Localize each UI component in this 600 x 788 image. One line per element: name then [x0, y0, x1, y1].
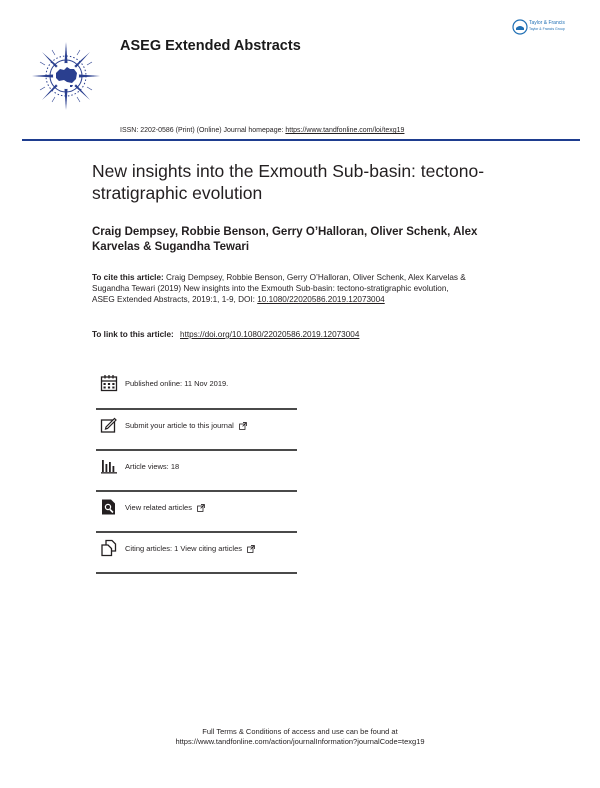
- related-articles-link[interactable]: [125, 503, 205, 512]
- citation-label: To cite this article:: [92, 273, 164, 282]
- article-link-label: To link to this article:: [92, 330, 174, 339]
- issn-line: [120, 127, 404, 134]
- publisher-name: Taylor & Francis: [529, 20, 565, 26]
- bar-chart-icon: [100, 457, 118, 475]
- citation-block: [92, 272, 472, 305]
- publisher-tagline: Taylor & Francis Group: [529, 27, 565, 31]
- citation-doi-link[interactable]: 10.1080/22020586.2019.12073004: [257, 295, 385, 304]
- journal-homepage-link[interactable]: https://www.tandfonline.com/loi/texg19: [285, 127, 405, 134]
- submit-article-link[interactable]: [125, 421, 247, 430]
- external-link-icon: [247, 545, 255, 553]
- article-title: New insights into the Exmouth Sub-basin: tectono-stratigraphic evolution: [92, 161, 485, 203]
- footer-journal-info-link[interactable]: https://www.tandfonline.com/action/journalInformation?journalCode=texg19: [175, 737, 425, 746]
- external-link-icon: [239, 422, 247, 430]
- citing-articles-label: Citing articles: 1 View citing articles: [125, 544, 242, 553]
- related-articles-label: View related articles: [125, 503, 192, 512]
- publisher-logo-text: [529, 20, 565, 32]
- footer-terms-text: Full Terms & Conditions of access and use can be found at: [202, 727, 398, 736]
- issn-text: ISSN: 2202-0586 (Print) (Online) Journal homepage:: [120, 127, 284, 134]
- header-divider: [22, 139, 580, 141]
- footer: [0, 727, 600, 747]
- article-doi-link[interactable]: https://doi.org/10.1080/22020586.2019.12073004: [180, 330, 360, 339]
- article-views-text: Article views: 18: [125, 462, 180, 471]
- calendar-icon: [100, 374, 118, 392]
- info-divider: [96, 572, 297, 574]
- search-document-icon: [100, 498, 118, 516]
- article-link-block: [92, 330, 359, 339]
- published-online-row: [96, 366, 297, 404]
- external-link-icon: [197, 504, 205, 512]
- article-views-row: [96, 449, 297, 487]
- related-articles-row[interactable]: [96, 490, 297, 528]
- journal-title[interactable]: ASEG Extended Abstracts: [120, 38, 301, 54]
- submit-article-row[interactable]: [96, 408, 297, 446]
- article-authors: Craig Dempsey, Robbie Benson, Gerry O’Halloran, Oliver Schenk, Alex Karvelas & Sugandha Tewari: [92, 226, 478, 253]
- citation-text: Craig Dempsey, Robbie Benson, Gerry O’Halloran, Oliver Schenk, Alex Karvelas & Sugandha Tewari (2019) New insights into the Exmouth Sub-basin: tectono-stratigraphic evolution, ASEG Extended Abstracts, 2019:1, 1-9, DOI:: [92, 273, 466, 304]
- submit-article-label: Submit your article to this journal: [125, 421, 234, 430]
- published-online-text: Published online: 11 Nov 2019.: [125, 379, 229, 388]
- citing-articles-icon: [100, 539, 118, 557]
- citing-articles-link[interactable]: [125, 544, 255, 553]
- aseg-logo-icon: [30, 40, 102, 112]
- submit-article-icon: [100, 416, 118, 434]
- citing-articles-row[interactable]: [96, 531, 297, 569]
